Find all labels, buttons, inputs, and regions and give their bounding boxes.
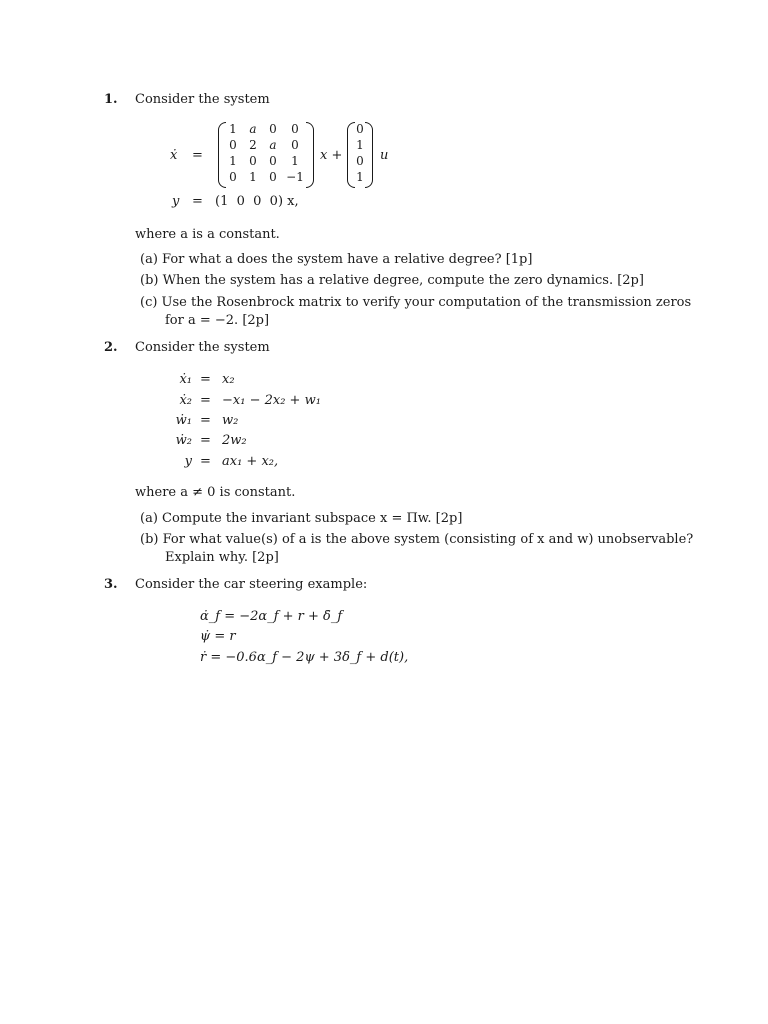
output-equation: (1 0 0 0) x, bbox=[215, 194, 299, 209]
equals-sign: = bbox=[200, 413, 211, 428]
steering-eq-2: ψ̇ = r bbox=[200, 629, 236, 644]
steering-eq-1: α̇_f = −2α_f + r + δ̇_f bbox=[200, 609, 343, 624]
problem-1-where: where a is a constant. bbox=[135, 227, 280, 242]
y-symbol: y bbox=[172, 194, 180, 209]
eq-rhs: w₂ bbox=[222, 413, 239, 428]
matrix-a bbox=[218, 122, 314, 188]
problem-3-intro: Consider the car steering example: bbox=[135, 577, 368, 592]
equals-sign: = bbox=[200, 454, 211, 469]
equals-sign: = bbox=[192, 194, 203, 209]
eq-rhs: −x₁ − 2x₂ + w₁ bbox=[222, 393, 321, 408]
problem-2-item-b: (b) For what value(s) of a is the above system (consisting of x and w) unobservable? bbox=[140, 532, 694, 547]
matrix-a-cell: 0 bbox=[269, 154, 277, 168]
matrix-a-cell: 1 bbox=[229, 122, 237, 136]
eq-lhs: ẇ₂ bbox=[175, 433, 192, 448]
matrix-a-cell: 1 bbox=[291, 154, 299, 168]
problem-2-item-b-cont: Explain why. [2p] bbox=[165, 550, 279, 565]
problem-1-item-a: (a) For what a does the system have a relative degree? [1p] bbox=[140, 252, 533, 267]
matrix-a-cell: 0 bbox=[249, 154, 257, 168]
vector-b-cell: 0 bbox=[356, 154, 364, 168]
eq-rhs: ax₁ + x₂, bbox=[222, 454, 279, 469]
steering-eq-3: ṙ = −0.6α_f − 2ψ + 3δ_f + d(t), bbox=[200, 650, 409, 665]
eq-rhs: 2w₂ bbox=[222, 433, 247, 448]
problem-1-item-c-cont: for a = −2. [2p] bbox=[165, 313, 270, 328]
x-plus: x + bbox=[320, 148, 343, 163]
problem-1-item-c: (c) Use the Rosenbrock matrix to verify your computation of the transmission zeros bbox=[140, 295, 692, 310]
matrix-a-cell: 2 bbox=[249, 138, 257, 152]
u-symbol: u bbox=[380, 148, 389, 163]
matrix-a-cell: 0 bbox=[269, 170, 277, 184]
problem-3-number: 3. bbox=[104, 577, 118, 592]
eq-lhs: ẋ₂ bbox=[179, 393, 192, 408]
problem-2-number: 2. bbox=[104, 340, 118, 355]
problem-1-number: 1. bbox=[104, 92, 118, 107]
matrix-a-cell: −1 bbox=[286, 170, 304, 184]
matrix-a-cell: 0 bbox=[291, 138, 299, 152]
right-paren bbox=[306, 122, 314, 188]
xdot-symbol: ẋ bbox=[170, 148, 178, 163]
vector-b-cell: 0 bbox=[356, 122, 364, 136]
problem-2-item-a: (a) Compute the invariant subspace x = Πw. [2p] bbox=[140, 511, 463, 526]
matrix-a-cell: 1 bbox=[229, 154, 237, 168]
problem-2-where: where a ≠ 0 is constant. bbox=[135, 485, 296, 500]
equals-sign: = bbox=[200, 433, 211, 448]
eq-lhs: ẇ₁ bbox=[175, 413, 192, 428]
equals-sign: = bbox=[192, 148, 203, 163]
matrix-a-cell: 0 bbox=[229, 170, 237, 184]
matrix-a-cell: 0 bbox=[229, 138, 237, 152]
vector-b-cell: 1 bbox=[356, 138, 364, 152]
eq-rhs: x₂ bbox=[222, 372, 235, 387]
equals-sign: = bbox=[200, 372, 211, 387]
eq-lhs: y bbox=[184, 454, 192, 469]
matrix-a-cell: 1 bbox=[249, 170, 257, 184]
vector-b bbox=[347, 122, 373, 188]
matrix-a-cell: a bbox=[269, 138, 277, 152]
problem-1-intro: Consider the system bbox=[135, 92, 270, 107]
matrix-a-cell: a bbox=[249, 122, 257, 136]
eq-lhs: ẋ₁ bbox=[179, 372, 192, 387]
matrix-a-cell: 0 bbox=[269, 122, 277, 136]
vector-b-cell: 1 bbox=[356, 170, 364, 184]
equals-sign: = bbox=[200, 393, 211, 408]
problem-2-intro: Consider the system bbox=[135, 340, 270, 355]
matrix-a-cell: 0 bbox=[291, 122, 299, 136]
problem-1-item-b: (b) When the system has a relative degree, compute the zero dynamics. [2p] bbox=[140, 273, 644, 288]
